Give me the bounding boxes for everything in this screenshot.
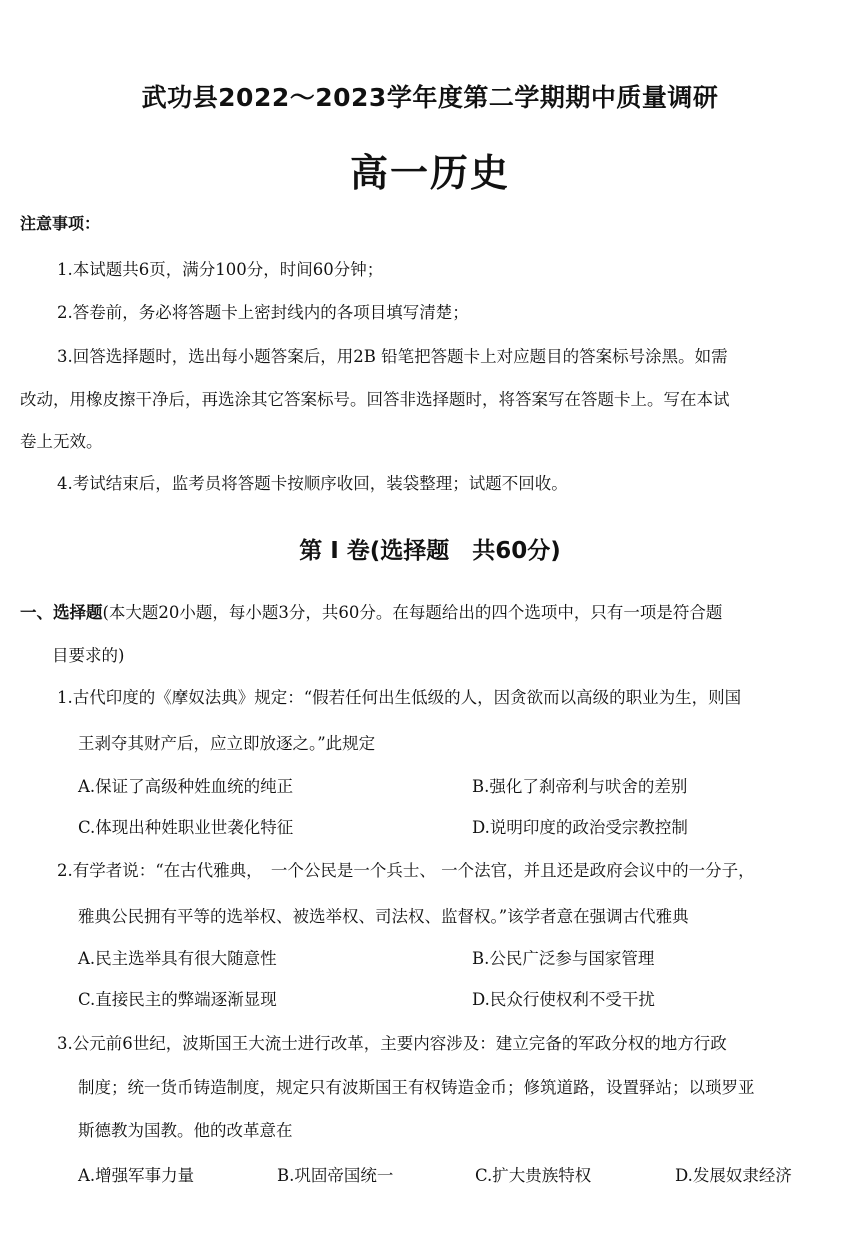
q1-stem-line-2: 王剥夺其财产后，应立即放逐之。”此规定 — [78, 734, 376, 753]
q1-option-a: A.保证了高级种姓血统的纯正 — [78, 777, 294, 796]
q2-option-a: A.民主选举具有很大随意性 — [78, 949, 277, 968]
q3-stem-line-3: 斯德教为国教。他的改革意在 — [78, 1121, 293, 1140]
q1-option-b: B.强化了刹帝利与吠舍的差别 — [472, 777, 688, 796]
q3-stem-line-1: 3.公元前6世纪，波斯国王大流士进行改革，主要内容涉及：建立完备的军政分权的地方行政 — [57, 1034, 727, 1053]
notice-item-2: 2.答卷前，务必将答题卡上密封线内的各项目填写清楚； — [57, 303, 469, 322]
notice-item-1: 1.本试题共6页，满分100分，时间60分钟； — [57, 260, 384, 279]
notice-item-3-line-1: 3.回答选择题时，选出每小题答案后，用2B 铅笔把答题卡上对应题目的答案标号涂黑。如需 — [57, 347, 728, 366]
q2-stem-line-1: 2.有学者说：“在古代雅典， 一个公民是一个兵士、 一个法官，并且还是政府会议中的一分子， — [57, 861, 755, 880]
q2-option-b: B.公民广泛参与国家管理 — [472, 949, 655, 968]
q2-option-d: D.民众行使权利不受干扰 — [472, 990, 655, 1009]
section1-header — [20, 599, 722, 623]
section1-desc-line-2: 目要求的) — [52, 646, 125, 665]
notice-heading: 注意事项： — [20, 214, 101, 233]
q3-option-d: D.发展奴隶经济 — [675, 1166, 792, 1185]
q3-stem-line-2: 制度；统一货币铸造制度，规定只有波斯国王有权铸造金币；修筑道路，设置驿站；以琐罗亚 — [78, 1078, 755, 1097]
q1-stem-line-1: 1.古代印度的《摩奴法典》规定：“假若任何出生低级的人，因贪欲而以高级的职业为生，则国 — [57, 688, 742, 707]
notice-item-3-line-3: 卷上无效。 — [20, 432, 103, 451]
section1-label: 一、选择题 — [20, 603, 103, 622]
q1-option-c: C.体现出种姓职业世袭化特征 — [78, 818, 294, 837]
q2-stem-line-2: 雅典公民拥有平等的选举权、被选举权、司法权、监督权。”该学者意在强调古代雅典 — [78, 907, 689, 926]
notice-item-3-line-2: 改动，用橡皮擦干净后，再选涂其它答案标号。回答非选择题时，将答案写在答题卡上。写在本试 — [20, 390, 730, 409]
q3-option-c: C.扩大贵族特权 — [475, 1166, 592, 1185]
q1-option-d: D.说明印度的政治受宗教控制 — [472, 818, 688, 837]
q3-option-b: B.巩固帝国统一 — [277, 1166, 394, 1185]
q3-option-a: A.增强军事力量 — [78, 1166, 195, 1185]
section1-desc-line-1: (本大题20小题，每小题3分，共60分。在每题给出的四个选项中，只有一项是符合题 — [102, 603, 723, 622]
notice-item-4: 4.考试结束后，监考员将答题卡按顺序收回，装袋整理；试题不回收。 — [57, 474, 568, 493]
exam-title: 武功县2022～2023学年度第二学期期中质量调研 — [141, 83, 719, 112]
q2-option-c: C.直接民主的弊端逐渐显现 — [78, 990, 277, 1009]
subject-title: 高一历史 — [349, 151, 510, 195]
part1-title: 第 I 卷(选择题 共60分) — [299, 538, 561, 564]
